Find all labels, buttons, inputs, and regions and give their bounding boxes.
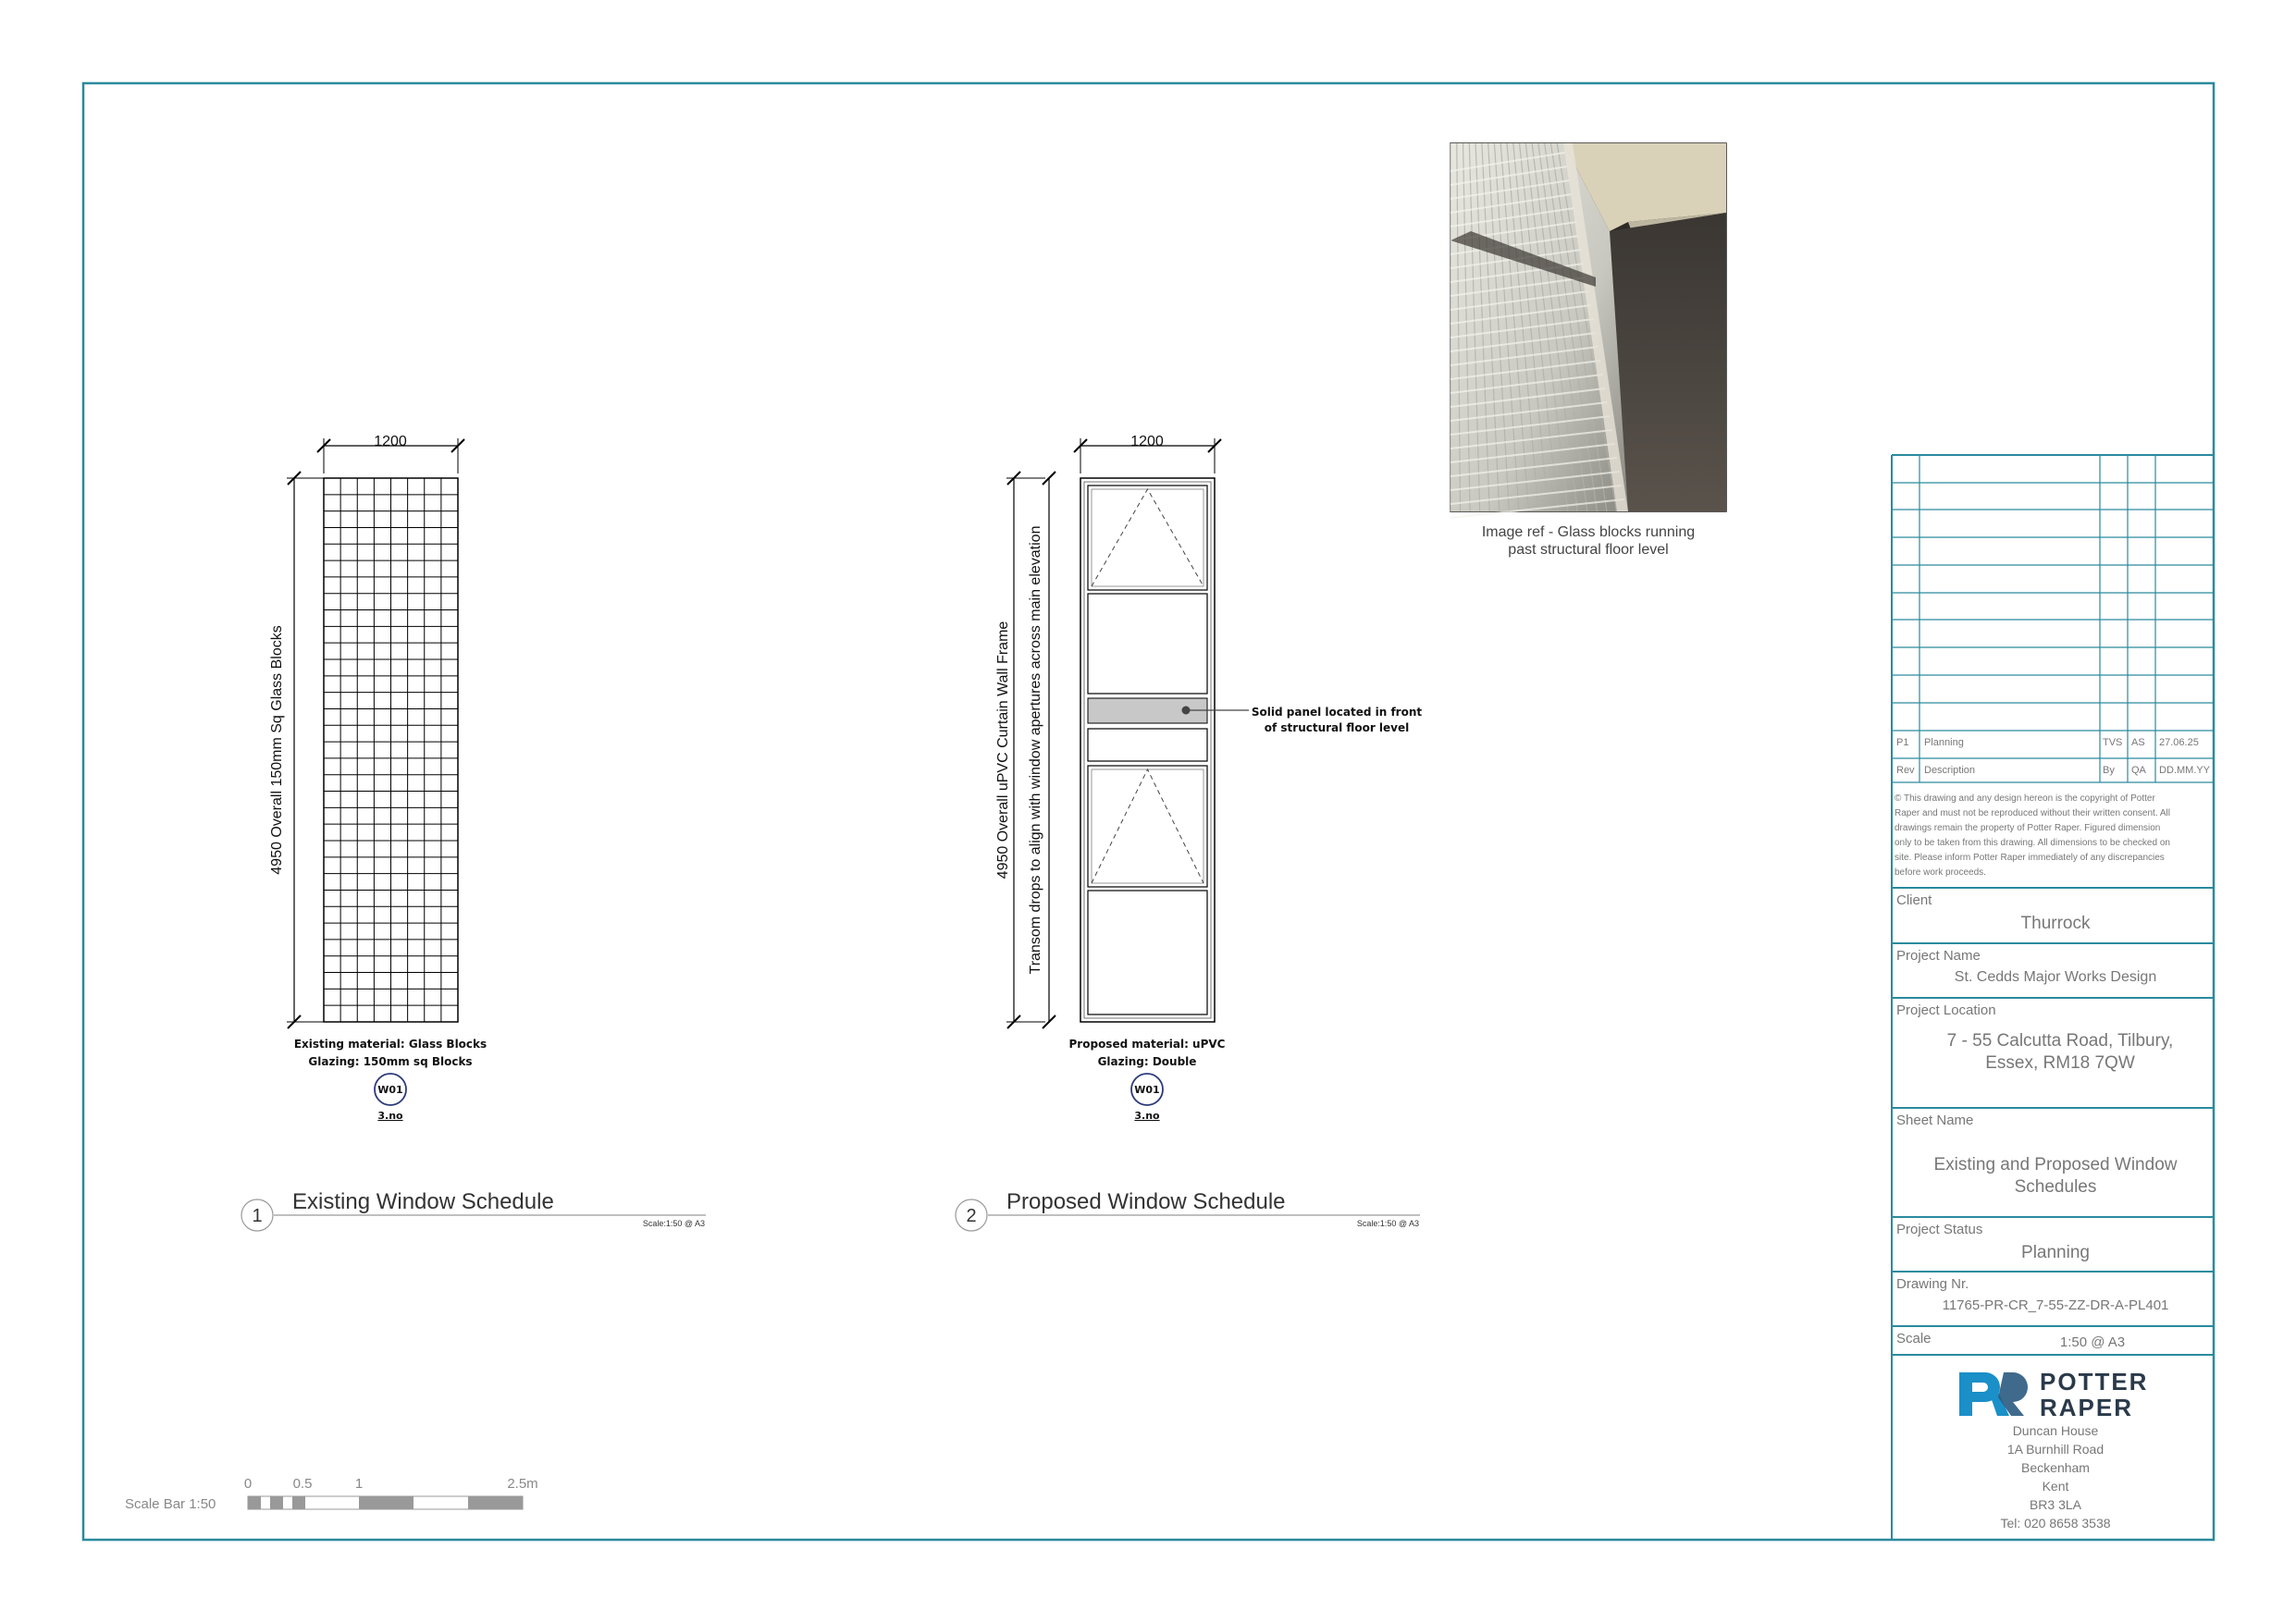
solid-panel-callout-line2: of structural floor level: [1264, 721, 1410, 734]
scale-tick-0: 0: [243, 1476, 253, 1492]
photo-caption-line2: past structural floor level: [1508, 542, 1669, 558]
rev-header-description: Description: [1924, 765, 1976, 776]
project-name-label: Project Name: [1896, 948, 1981, 964]
existing-height-dimension: 4950 Overall 150mm Sq Glass Blocks: [269, 625, 285, 875]
copyright-line: site. Please inform Potter Raper immediately of any discrepancies: [1895, 853, 2165, 863]
fixed-pane-bottom: [1088, 891, 1207, 1014]
copyright-line: © This drawing and any design hereon is the copyright of Potter: [1895, 793, 2155, 804]
scale-value: 1:50 @ A3: [2059, 1334, 2126, 1350]
address-line: 1A Burnhill Road: [2006, 1442, 2105, 1457]
existing-view-number: 1: [252, 1206, 263, 1226]
project-name-value: St. Cedds Major Works Design: [1954, 969, 2157, 985]
rev-header-rev: Rev: [1896, 765, 1915, 776]
existing-width-dimension: 1200: [374, 434, 407, 449]
sheet-name-label: Sheet Name: [1896, 1113, 1974, 1128]
address-line: Duncan House: [2012, 1423, 2099, 1438]
copyright-line: only to be taken from this drawing. All dimensions to be checked on: [1895, 838, 2170, 848]
proposed-count-label: 3.no: [1134, 1110, 1160, 1122]
project-location-line1: 7 - 55 Calcutta Road, Tilbury,: [1946, 1031, 2174, 1051]
upvc-frame: [1080, 478, 1215, 1022]
project-location-line2: Essex, RM18 7QW: [1985, 1053, 2135, 1073]
address-line: Tel: 020 8658 3538: [2000, 1516, 2111, 1531]
rev-p1-by: TVS: [2103, 737, 2123, 748]
copyright-line: drawings remain the property of Potter Raper. Figured dimension: [1895, 823, 2161, 833]
opening-sash-lower: [1088, 766, 1207, 887]
revision-table: [1892, 455, 2214, 782]
project-status-value: Planning: [2021, 1243, 2090, 1262]
drawing-nr-value: 11765-PR-CR_7-55-ZZ-DR-A-PL401: [1942, 1297, 2169, 1313]
address-line: Beckenham: [2021, 1460, 2090, 1475]
rev-header-date: DD.MM.YY: [2159, 765, 2210, 776]
rev-p1-rev: P1: [1896, 737, 1909, 748]
copyright-line: before work proceeds.: [1895, 867, 1986, 878]
proposed-view-number: 2: [966, 1206, 977, 1226]
copyright-notice: [1895, 793, 2170, 878]
potter-raper-logo-icon: [1959, 1372, 2028, 1416]
scale-bar: [125, 1476, 538, 1512]
rev-header-qa: QA: [2131, 765, 2146, 776]
existing-view-title: Existing Window Schedule: [292, 1189, 554, 1214]
reference-photo: [1450, 143, 1726, 518]
scale-bar-label: Scale Bar 1:50: [125, 1496, 216, 1512]
rev-p1-qa: AS: [2131, 737, 2145, 748]
title-block: [1892, 455, 2214, 1540]
client-label: Client: [1896, 892, 1932, 908]
scale-tick-05: 0.5: [292, 1476, 313, 1492]
existing-glazing-label: Glazing: 150mm sq Blocks: [308, 1055, 473, 1068]
proposed-glazing-label: Glazing: Double: [1097, 1055, 1197, 1068]
rev-p1-date: 27.06.25: [2159, 737, 2199, 748]
scale-label: Scale: [1896, 1331, 1932, 1346]
proposed-material-label: Proposed material: uPVC: [1068, 1038, 1226, 1051]
sheet-name-line2: Schedules: [2014, 1177, 2097, 1197]
client-value: Thurrock: [2020, 914, 2091, 933]
address-line: Kent: [2042, 1479, 2069, 1494]
proposed-view-scale: Scale:1:50 @ A3: [1356, 1219, 1419, 1228]
sheet-name-line1: Existing and Proposed Window: [1933, 1155, 2178, 1174]
glass-block-grid: [324, 478, 458, 1022]
company-name-line2: RAPER: [2040, 1394, 2134, 1421]
copyright-line: Raper and must not be reproduced without their written consent. All: [1895, 808, 2170, 818]
opening-sash-top: [1088, 486, 1207, 590]
proposed-tag-label: W01: [1134, 1084, 1160, 1096]
proposed-height-dimension: 4950 Overall uPVC Curtain Wall Frame: [995, 621, 1011, 879]
proposed-view-title: Proposed Window Schedule: [1006, 1189, 1286, 1214]
fixed-pane-upper: [1088, 594, 1207, 694]
existing-window-drawing: [241, 434, 706, 1231]
existing-count-label: 3.no: [377, 1110, 403, 1122]
existing-view-scale: Scale:1:50 @ A3: [642, 1219, 705, 1228]
proposed-width-dimension: 1200: [1130, 434, 1164, 449]
rev-p1-description: Planning: [1924, 737, 1964, 748]
scale-tick-1: 1: [354, 1476, 364, 1492]
project-status-label: Project Status: [1896, 1222, 1983, 1237]
project-location-label: Project Location: [1896, 1002, 1996, 1018]
rev-header-by: By: [2103, 765, 2115, 776]
drawing-nr-label: Drawing Nr.: [1896, 1276, 1969, 1292]
address-line: BR3 3LA: [2029, 1497, 2082, 1512]
scale-tick-25: 2.5m: [507, 1476, 538, 1492]
company-address: [2000, 1423, 2110, 1531]
company-name-line1: POTTER: [2040, 1368, 2149, 1396]
transom-note: Transom drops to align with window apertures across main elevation: [1028, 525, 1043, 975]
fixed-pane-small: [1088, 729, 1207, 761]
photo-caption-line1: Image ref - Glass blocks running: [1481, 524, 1696, 540]
solid-panel-callout-line1: Solid panel located in front: [1251, 706, 1423, 719]
existing-tag-label: W01: [377, 1084, 403, 1096]
existing-material-label: Existing material: Glass Blocks: [293, 1038, 488, 1051]
proposed-window-drawing: [956, 434, 1422, 1231]
